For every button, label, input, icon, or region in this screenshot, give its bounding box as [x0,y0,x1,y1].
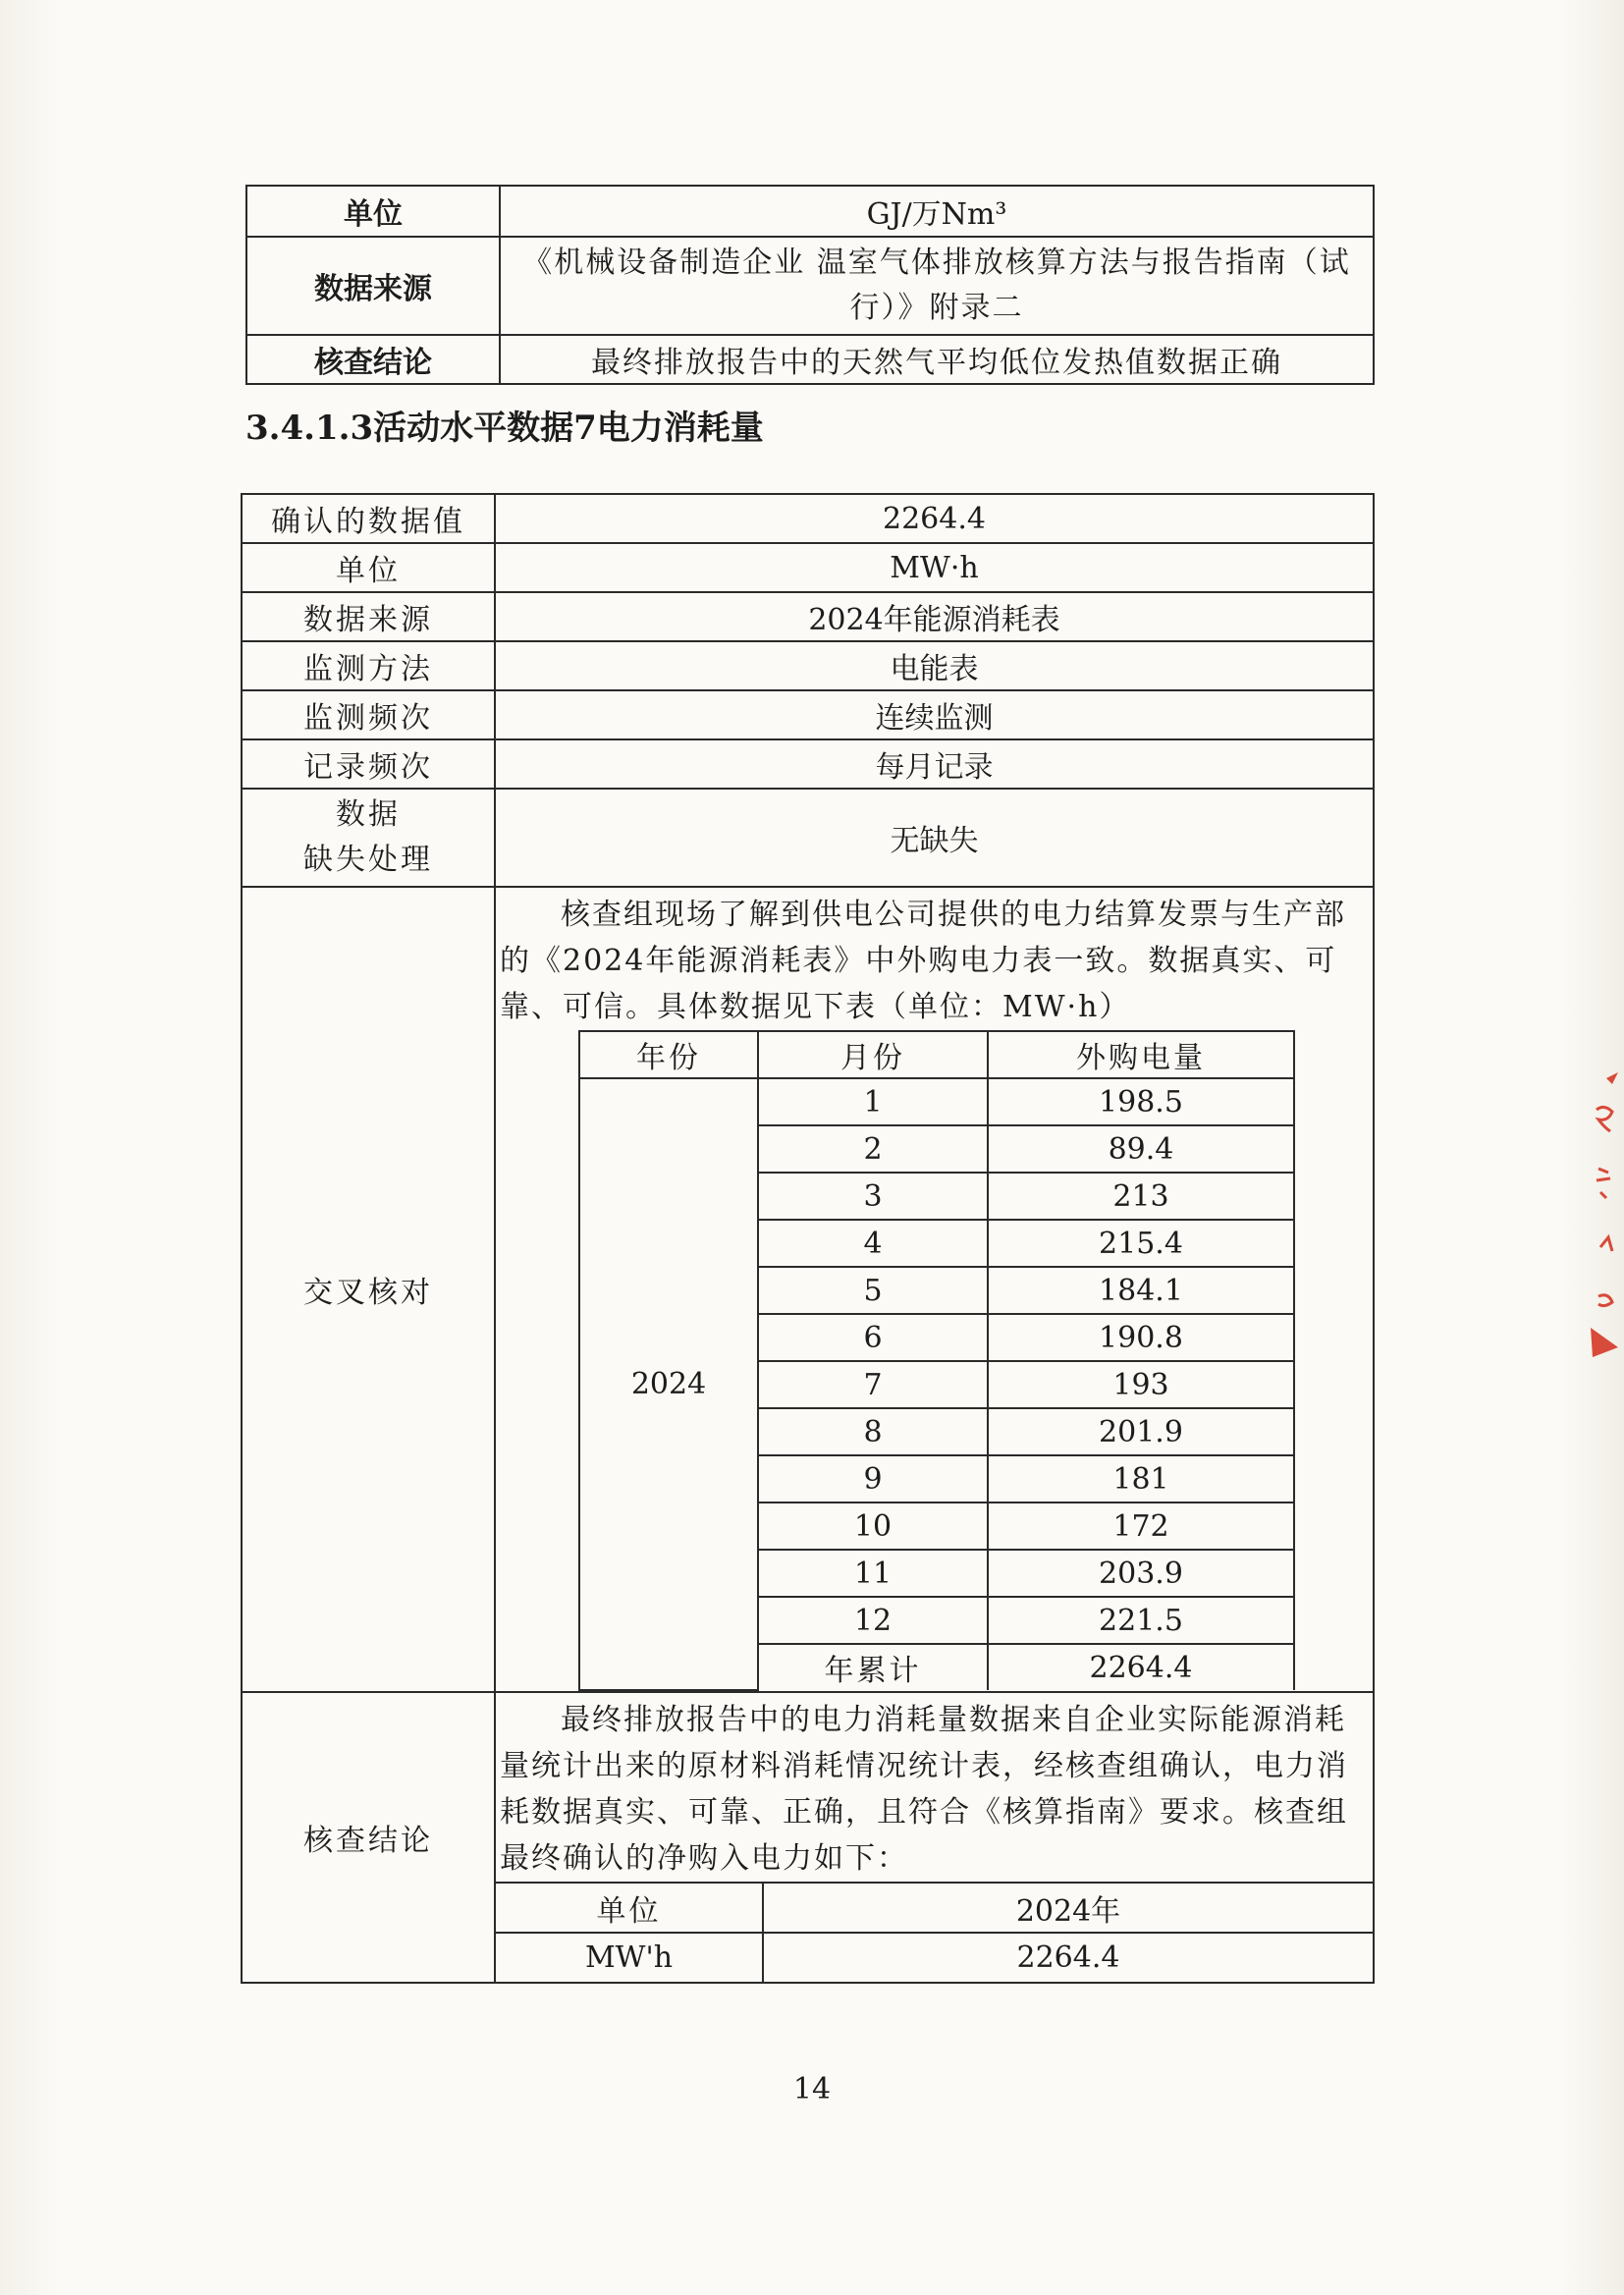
row-value: MW·h [495,543,1374,592]
label-line: 数据 [336,797,401,832]
row-value: 《机械设备制造企业 温室气体排放核算方法与报告指南（试行）》附录二 [500,237,1374,335]
row-value: 连续监测 [495,690,1374,739]
monthly-table-wrap [496,1030,1373,1691]
month-cell: 3 [758,1173,988,1220]
monthly-table [578,1030,1295,1691]
row-value: 无缺失 [495,789,1374,887]
month-cell: 2 [758,1125,988,1173]
purchased-power-cell: 198.5 [988,1078,1294,1125]
row-label [242,789,495,887]
row-label: 数据来源 [246,237,500,335]
row-value: 电能表 [495,641,1374,690]
total-label: 年累计 [758,1644,988,1690]
row-label: 核查结论 [246,335,500,384]
row-value: 最终排放报告中的天然气平均低位发热值数据正确 [500,335,1374,384]
section-heading: 3.4.1.3活动水平数据7电力消耗量 [245,409,764,448]
table-row [496,1933,1373,1982]
month-cell: 5 [758,1267,988,1314]
row-label: 单位 [242,543,495,592]
column-header: 月份 [758,1031,988,1078]
purchased-power-cell: 190.8 [988,1314,1294,1361]
column-header: 年份 [579,1031,758,1078]
row-value: 每月记录 [495,739,1374,789]
table-row [242,789,1374,887]
final-table [496,1882,1373,1982]
row-value: 2024年能源消耗表 [495,592,1374,641]
electricity-table [241,493,1375,1984]
year-cell: 2024 [579,1078,758,1690]
purchased-power-cell: 215.4 [988,1220,1294,1267]
table-row [242,739,1374,789]
top-table [245,185,1375,385]
month-cell: 7 [758,1361,988,1408]
table-row [242,641,1374,690]
purchased-power-cell: 203.9 [988,1550,1294,1597]
row-label: 核查结论 [242,1692,495,1983]
purchased-power-cell: 181 [988,1455,1294,1503]
month-cell: 8 [758,1408,988,1455]
column-header: 2024年 [763,1883,1373,1933]
column-header: 外购电量 [988,1031,1294,1078]
table-header-row [579,1031,1294,1078]
row-label: 数据来源 [242,592,495,641]
purchased-power-cell: 89.4 [988,1125,1294,1173]
row-label: 单位 [246,186,500,237]
cross-check-paragraph: 核查组现场了解到供电公司提供的电力结算发票与生产部的《2024年能源消耗表》中外购电力表一致。数据真实、可靠、可信。具体数据见下表（单位：MW·h） [500,898,1346,1024]
row-label: 监测方法 [242,641,495,690]
cross-check-cell [495,887,1374,1692]
table-row [242,494,1374,543]
monthly-table-body [579,1031,1294,1690]
table-cell: MW'h [496,1933,763,1982]
table-row [242,1692,1374,1983]
label-line: 缺失处理 [303,843,433,877]
row-label: 交叉核对 [242,887,495,1692]
purchased-power-cell: 193 [988,1361,1294,1408]
table-row [246,335,1374,384]
month-cell: 1 [758,1078,988,1125]
month-cell: 12 [758,1597,988,1644]
month-cell: 6 [758,1314,988,1361]
purchased-power-cell: 184.1 [988,1267,1294,1314]
month-cell: 10 [758,1503,988,1550]
purchased-power-cell: 213 [988,1173,1294,1220]
table-row [246,237,1374,335]
table-row [242,690,1374,739]
month-cell: 9 [758,1455,988,1503]
page-number: 14 [792,2072,832,2106]
purchased-power-cell: 201.9 [988,1408,1294,1455]
row-label: 记录频次 [242,739,495,789]
conclusion-paragraph: 最终排放报告中的电力消耗量数据来自企业实际能源消耗量统计出来的原材料消耗情况统计表，经核查组确认，电力消耗数据真实、可靠、正确，且符合《核算指南》要求。核查组最终确认的净购入电力如下： [500,1703,1348,1876]
conclusion-cell [495,1692,1374,1983]
row-value: GJ/万Nm³ [500,186,1374,237]
table-row [242,592,1374,641]
month-cell: 11 [758,1550,988,1597]
column-header: 单位 [496,1883,763,1933]
table-row [246,186,1374,237]
month-cell: 4 [758,1220,988,1267]
purchased-power-cell: 172 [988,1503,1294,1550]
table-row [242,543,1374,592]
row-label: 监测频次 [242,690,495,739]
red-seal-stamp-fragment [1583,1070,1624,1365]
table-cell: 2264.4 [763,1933,1373,1982]
table-row [242,887,1374,1692]
table-header-row [496,1883,1373,1933]
purchased-power-cell: 221.5 [988,1597,1294,1644]
row-label: 确认的数据值 [242,494,495,543]
table-row [579,1078,1294,1125]
total-value: 2264.4 [988,1644,1294,1690]
row-value: 2264.4 [495,494,1374,543]
